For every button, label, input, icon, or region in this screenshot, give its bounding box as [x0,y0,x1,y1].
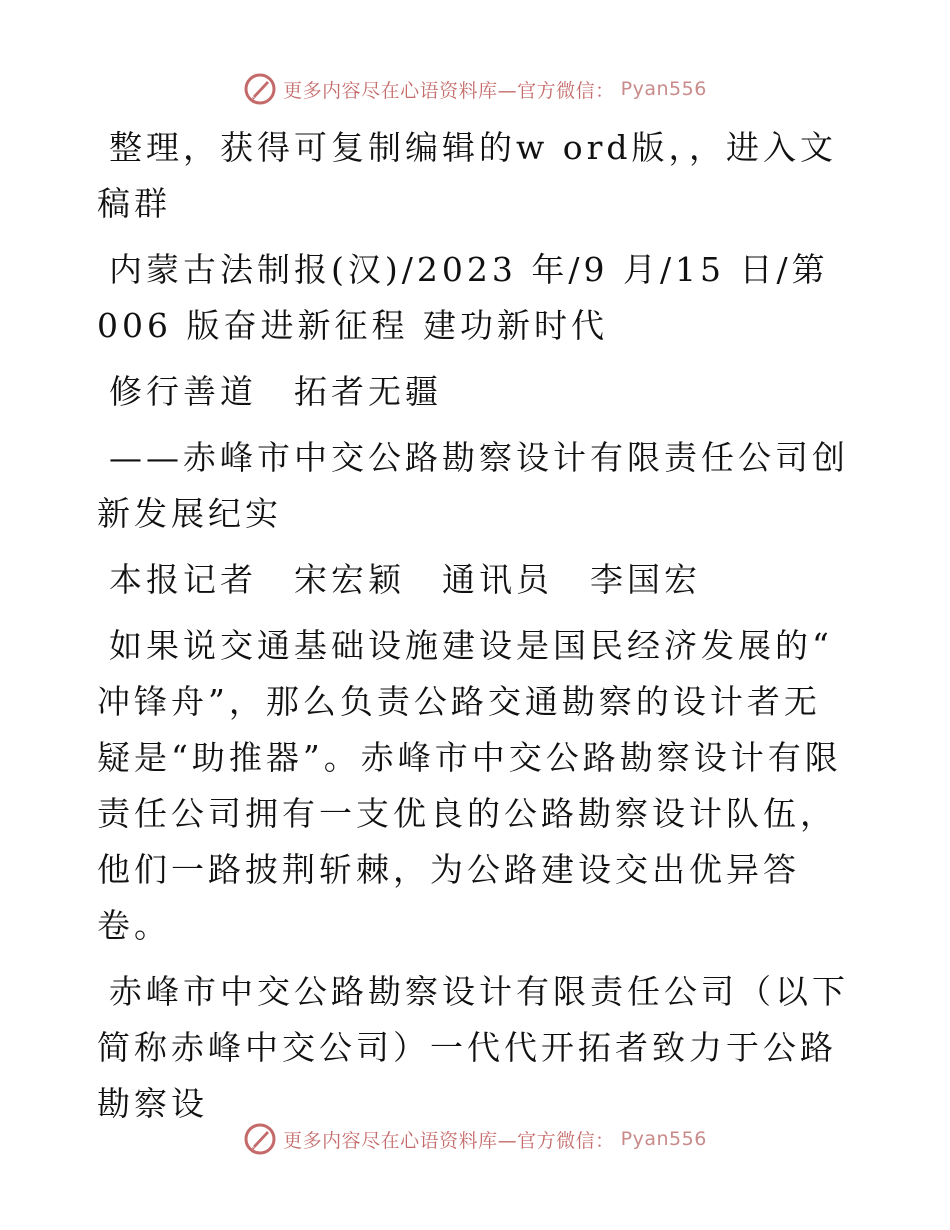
paragraph-body-2: 赤峰市中交公路勘察设计有限责任公司（以下简称赤峰中交公司）一代代开拓者致力于公路勘察设 [97,972,849,1123]
quill-seal-icon [243,72,277,106]
paragraph-intro: 整理，获得可复制编辑的w ord版，，进入文稿群 [97,128,838,223]
article-byline: 本报记者 宋宏颖 通讯员 李国宏 [109,560,701,599]
watermark-text: 更多内容尽在心语资料库—官方微信： [283,79,615,102]
quill-seal-icon [243,1122,277,1156]
document-body [97,120,857,1142]
article-title: 修行善道 拓者无疆 [109,372,442,411]
watermark-wechat-id: Pyan556 [620,1128,707,1150]
watermark-banner-top [0,72,950,106]
watermark-text: 更多内容尽在心语资料库—官方微信： [283,1129,615,1152]
watermark-banner-bottom [0,1122,950,1156]
paragraph-body-1: 如果说交通基础设施建设是国民经济发展的“ 冲锋舟”，那么负责公路交通勘察的设计者无疑是“助推器”。赤峰市中交公路勘察设计有限责任公司拥有一支优良的公路勘察设计队伍，他们一路披荆斩棘，为公路建设交出优异答卷。 [97,626,842,945]
paragraph-source: 内蒙古法制报(汉)/2023 年/9 月/15 日/第 006 版奋进新征程 建功新时代 [97,250,829,345]
article-subtitle: ——赤峰市中交公路勘察设计有限责任公司创新发展纪实 [97,438,849,533]
watermark-wechat-id: Pyan556 [620,78,707,100]
